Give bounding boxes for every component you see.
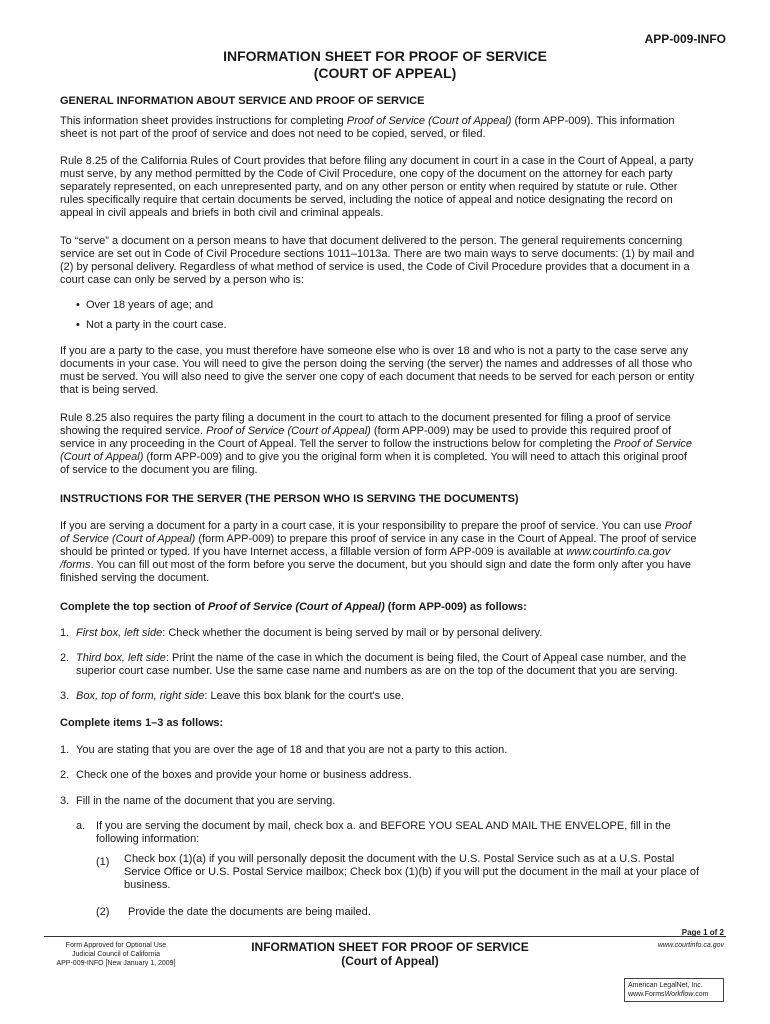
rule-825-paragraph	[60, 155, 712, 220]
intro-line-2: sheet is not part of the proof of service and does not need to be copied, served, or filed.	[60, 128, 486, 140]
party-line: If you are a party to the case, you must therefore have someone else who is over 18 and who is not a party to the case serve any	[60, 345, 688, 357]
text-run: : Leave this box blank for the court's use.	[204, 690, 404, 702]
text-run: showing the required service.	[60, 425, 207, 437]
form-name: Proof of Service (Court of Appeal)	[206, 425, 371, 437]
serve-line: To “serve” a document on a person means to have that document delivered to the person. The general requirements concerning	[60, 235, 683, 247]
item-text: Check one of the boxes and provide your home or business address.	[76, 769, 412, 781]
text-run: service in any proceeding in the Court of Appeal. Tell the server to follow the instructions below for completing the	[60, 438, 614, 450]
item-text	[76, 627, 542, 640]
top-section-heading	[60, 601, 527, 613]
item-3a	[76, 820, 712, 846]
item-text: Provide the date the documents are being mailed.	[128, 906, 371, 918]
text-run: . You can fill out most of the form before you serve the document, but you should sign and date the form only after you have	[90, 559, 692, 571]
party-line: that is being served.	[60, 384, 159, 396]
text-run: Check box (1)(a) if you will personally deposit the document with the U.S. Postal Service such as at a U.S. Postal	[124, 853, 675, 865]
text-run: superior court case number. Use the same case name and numbers as are on the top of the document that you are serving.	[76, 665, 678, 677]
item-number: a.	[76, 820, 86, 832]
item-1	[60, 744, 712, 757]
party-line: documents in your case. You will need to give the person doing the serving (the server) the names and addresses of all those who	[60, 358, 693, 370]
text-run: (form APP-009) and to give you the original form when it is completed. You will need to attach this original proof	[143, 451, 687, 463]
text-run: : Print the name of the case in which the document is being filed, the Court of Appeal case number, and the	[165, 652, 687, 664]
website-link: /forms	[60, 559, 91, 571]
text-run: business.	[124, 879, 171, 891]
text-run: Service Office or U.S. Postal Service mailbox; Check box (1)(b) if you will put the document in the mail at your place of	[124, 866, 700, 878]
server-line	[60, 520, 712, 533]
page-title	[0, 48, 770, 82]
legalnet-badge	[624, 978, 724, 1002]
text-run: (form APP-009) to prepare this proof of service in any case in the Court of Appeal. The proof of service	[195, 533, 697, 545]
item-3a-1	[96, 853, 712, 892]
party-paragraph	[60, 345, 712, 397]
footer-line: Judicial Council of California	[72, 951, 160, 958]
text-run: If you are serving a document for a party in a court case, it is your responsibility to prepare the proof of service. You can use	[60, 520, 665, 532]
item-3a-2	[96, 906, 712, 919]
bullet-item: • Over 18 years of age; and	[76, 299, 214, 311]
rule-825-also-line: Rule 8.25 also requires the party filing a document in the court to attach to the document presented for filing a proof of service	[60, 412, 671, 424]
top-item-1	[60, 627, 712, 640]
general-heading: GENERAL INFORMATION ABOUT SERVICE AND PROOF OF SERVICE	[60, 95, 425, 107]
item-number: 1.	[60, 744, 70, 756]
item-label: First box, left side	[76, 627, 163, 639]
item-2	[60, 769, 712, 782]
item-number: 2.	[60, 652, 70, 664]
legalnet-name: American LegalNet, Inc.	[628, 982, 703, 989]
text-run: Complete the top section of	[60, 601, 208, 613]
item-text	[76, 690, 404, 703]
form-id: APP-009-INFO	[644, 32, 726, 46]
intro-paragraph	[60, 115, 712, 141]
item-number: 3.	[60, 690, 70, 702]
form-name: Proof of Service (Court of Appeal)	[207, 601, 385, 613]
text-run: www.Forms	[628, 991, 665, 998]
title-line-2: (COURT OF APPEAL)	[313, 65, 457, 81]
top-item-2	[60, 652, 712, 678]
footer-form-info	[44, 941, 188, 968]
item-number: 3.	[60, 795, 70, 807]
server-heading: INSTRUCTIONS FOR THE SERVER (THE PERSON WHO IS SERVING THE DOCUMENTS)	[60, 493, 519, 505]
item-text	[76, 652, 686, 678]
item-number: (1)	[96, 856, 110, 868]
footer-title-line-2: (Court of Appeal)	[341, 954, 439, 968]
text-run: (form APP-009) may be used to provide this required proof of	[370, 425, 672, 437]
bullet-item: • Not a party in the court case.	[76, 319, 227, 331]
rule-825-also-line	[60, 425, 712, 438]
bullet-text: Not a party in the court case.	[85, 319, 227, 331]
item-number: (2)	[96, 906, 110, 918]
item-text	[124, 853, 699, 892]
footer-line: Form Approved for Optional Use	[65, 942, 167, 949]
footer-title-line-1: INFORMATION SHEET FOR PROOF OF SERVICE	[251, 940, 529, 954]
rule-825-also-line	[60, 451, 712, 464]
rule-825-line: rules specifically require that certain documents be served, including the notice of appeal and notice designating the record on	[60, 194, 673, 206]
rule-825-line: separately represented, on each unrepresented party, and on any other person or entity when required by statute or rule. Other	[60, 181, 678, 193]
top-item-3	[60, 690, 712, 703]
footer-website-link[interactable]: www.courtinfo.ca.gov	[657, 942, 724, 949]
text-run: .com	[693, 991, 709, 998]
server-line: finished serving the document.	[60, 572, 210, 584]
page-number: Page 1 of 2	[681, 928, 724, 937]
item-text: You are stating that you are over the age of 18 and that you are not a party to this action.	[76, 744, 508, 756]
form-name: Proof	[664, 520, 692, 532]
item-text: Fill in the name of the document that you are serving.	[76, 795, 336, 807]
footer-divider	[44, 936, 726, 937]
rule-825-line: must serve, by any method permitted by the Code of Civil Procedure, one copy of the document on the attorney for each party	[60, 168, 673, 180]
form-name: Proof of Service	[613, 438, 693, 450]
intro-text-c: (form APP-009). This information	[511, 115, 675, 127]
intro-text-a: This information sheet provides instructions for completing	[60, 115, 347, 127]
serve-paragraph	[60, 235, 712, 287]
server-line	[60, 546, 712, 559]
text-run: Workflow	[664, 991, 694, 998]
item-3	[60, 795, 712, 808]
serve-line: service are set out in Code of Civil Procedure sections 1011–1013a. There are two main ways to serve documents: (1) by mail and	[60, 248, 695, 260]
text-run: following information:	[96, 833, 200, 845]
form-name: of Service (Court of Appeal)	[60, 533, 196, 545]
form-name: (Court of Appeal)	[60, 451, 144, 463]
item-label: Third box, left side	[76, 652, 166, 664]
item-label: Box, top of form, right side	[76, 690, 205, 702]
item-number: 2.	[60, 769, 70, 781]
intro-line-1	[60, 115, 712, 128]
footer-title	[240, 940, 540, 968]
text-run: should be printed or typed. If you have Internet access, a fillable version of form APP-009 is available at	[60, 546, 567, 558]
intro-form-name: Proof of Service (Court of Appeal)	[346, 115, 512, 127]
text-run: (form APP-009) as follows:	[384, 601, 527, 613]
text-run: : Check whether the document is being served by mail or by personal delivery.	[162, 627, 543, 639]
server-paragraph	[60, 520, 712, 585]
server-line	[60, 559, 712, 572]
server-line	[60, 533, 712, 546]
rule-825-also-line	[60, 438, 712, 451]
serve-line: court case can only be served by a person who is:	[60, 274, 304, 286]
party-line: must be served. You will also need to give the server one copy of each document that needs to be served for each person or entity	[60, 371, 695, 383]
rule-825-line: appeal in civil appeals and briefs in both civil and criminal appeals.	[60, 207, 384, 219]
website-link: www.courtinfo.ca.gov	[566, 546, 671, 558]
rule-825-also-paragraph	[60, 412, 712, 477]
item-text	[96, 820, 671, 846]
text-run: If you are serving the document by mail, check box a. and BEFORE YOU SEAL AND MAIL THE ENVELOPE, fill in the	[96, 820, 671, 832]
title-line-1: INFORMATION SHEET FOR PROOF OF SERVICE	[223, 48, 547, 64]
items-heading: Complete items 1–3 as follows:	[60, 717, 224, 729]
item-number: 1.	[60, 627, 70, 639]
rule-825-line: Rule 8.25 of the California Rules of Court provides that before filing any document in court in a case in the Court of Appeal, a party	[60, 155, 694, 167]
serve-line: (2) by personal delivery. Regardless of what method of service is used, the Code of Civil Procedure provides that a document in a	[60, 261, 690, 273]
bullet-text: Over 18 years of age; and	[85, 299, 214, 311]
rule-825-also-line: of service to the document you are filing.	[60, 464, 258, 476]
legalnet-url[interactable]	[628, 990, 720, 999]
footer-line: APP-009-INFO [New January 1, 2009]	[56, 960, 176, 967]
